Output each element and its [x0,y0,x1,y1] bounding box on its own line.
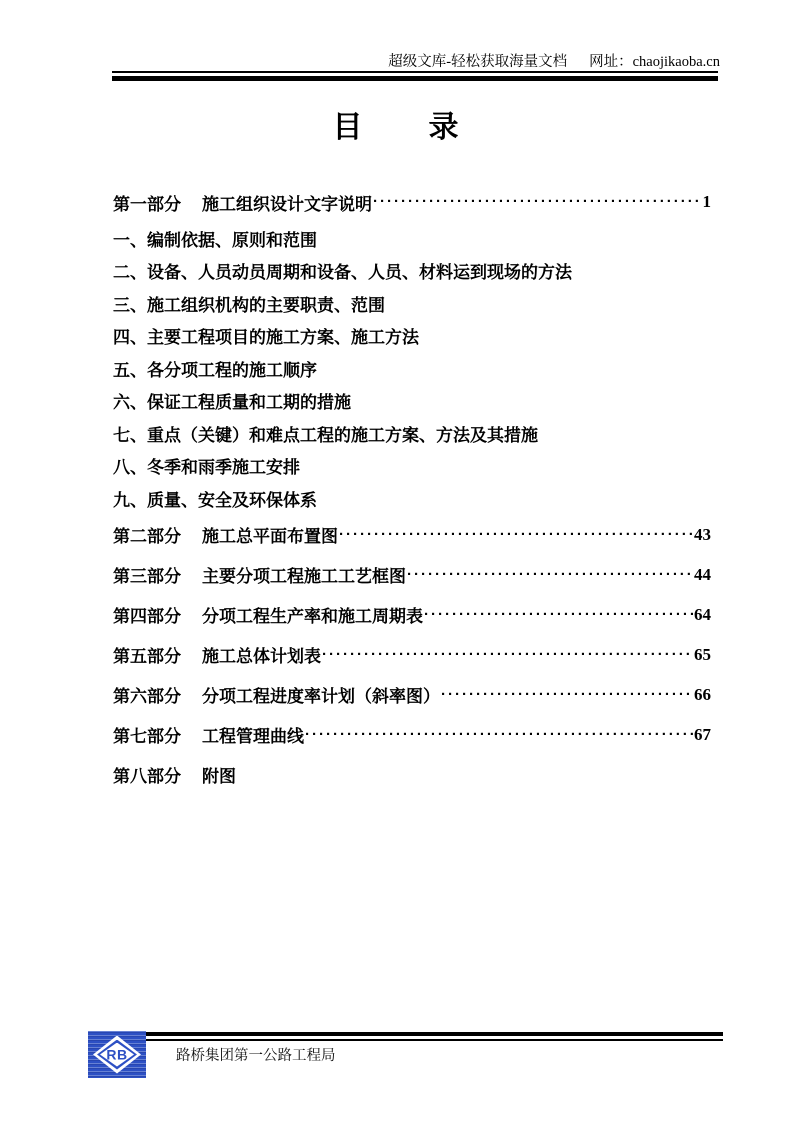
toc-entry-sub-1 [113,222,711,255]
leader-dots [305,725,693,745]
toc-entry-part-8 [113,755,711,795]
page-number: 1 [702,192,711,211]
toc-entry-sub-2 [113,255,711,288]
logo-text: RB [106,1046,128,1063]
toc-part-title: 工程管理曲线 [202,727,304,746]
toc-entry-sub-3 [113,287,711,320]
toc-sub-text: 六、保证工程质量和工期的措施 [113,393,351,413]
toc-part-label: 第六部分 [113,687,181,706]
toc-entry-sub-9 [113,482,711,515]
toc-entry-sub-4 [113,320,711,353]
toc-part-label: 第七部分 [113,727,181,746]
toc-entry-part-6 [113,675,711,715]
toc-sub-text: 四、主要工程项目的施工方案、施工方法 [113,328,419,348]
toc-entry-sub-8 [113,450,711,483]
toc-sub-text: 二、设备、人员动员周期和设备、人员、材料运到现场的方法 [113,263,572,283]
toc-entry-sub-6 [113,385,711,418]
header-watermark [388,50,720,71]
page-number: 44 [694,564,711,584]
toc-entry-part-7 [113,715,711,755]
leader-dots [424,605,693,625]
toc-entry-sub-7 [113,417,711,450]
toc-part-label: 第一部分 [113,194,181,214]
toc-part-label: 第二部分 [113,527,181,546]
leader-dots [322,645,693,665]
toc-entry-part-2 [113,515,711,555]
company-name: 路桥集团第一公路工程局 [176,1048,336,1064]
toc-sub-text: 八、冬季和雨季施工安排 [113,458,300,478]
toc-sub-text: 七、重点（关键）和难点工程的施工方案、方法及其措施 [113,425,538,445]
toc-part-title: 主要分项工程施工工艺框图 [202,567,406,586]
toc-entry-part-4 [113,595,711,635]
page-number: 67 [694,724,711,744]
leader-dots [373,192,702,212]
leader-dots [237,765,710,785]
page-title: 目 录 [332,111,461,144]
header-url: 网址：chaojikaoba.cn [589,54,720,70]
toc-sub-text: 三、施工组织机构的主要职责、范围 [113,295,385,315]
toc-entry-part-5 [113,635,711,675]
header-slogan: 超级文库-轻松获取海量文档 [388,54,568,70]
leader-dots [339,525,693,545]
toc-part-label: 第四部分 [113,607,181,626]
toc-entry-part-3 [113,555,711,595]
toc-sub-text: 一、编制依据、原则和范围 [113,230,317,250]
page-number: 66 [694,684,711,704]
rb-logo-icon [88,1031,146,1078]
leader-dots [441,685,693,705]
page-number: 65 [694,644,711,664]
page-number: 64 [694,604,711,624]
toc-part-title: 施工总体计划表 [202,647,321,666]
toc-part-title: 附图 [202,767,236,786]
toc-part-title: 施工总平面布置图 [202,527,338,546]
toc-part-label: 第三部分 [113,567,181,586]
leader-dots [407,565,693,585]
toc-list [113,182,711,795]
header-divider [112,71,718,81]
toc-part-label: 第八部分 [113,767,181,786]
toc-part-title: 分项工程进度率计划（斜率图） [202,687,440,706]
footer-divider [146,1032,723,1041]
toc-entry-part-1 [113,182,711,222]
toc-part-title: 分项工程生产率和施工周期表 [202,607,423,626]
page-number: 43 [694,524,711,544]
toc-part-label: 第五部分 [113,647,181,666]
toc-sub-text: 五、各分项工程的施工顺序 [113,360,317,380]
toc-sub-text: 九、质量、安全及环保体系 [113,490,317,510]
toc-entry-sub-5 [113,352,711,385]
toc-part-title: 施工组织设计文字说明 [202,194,372,214]
